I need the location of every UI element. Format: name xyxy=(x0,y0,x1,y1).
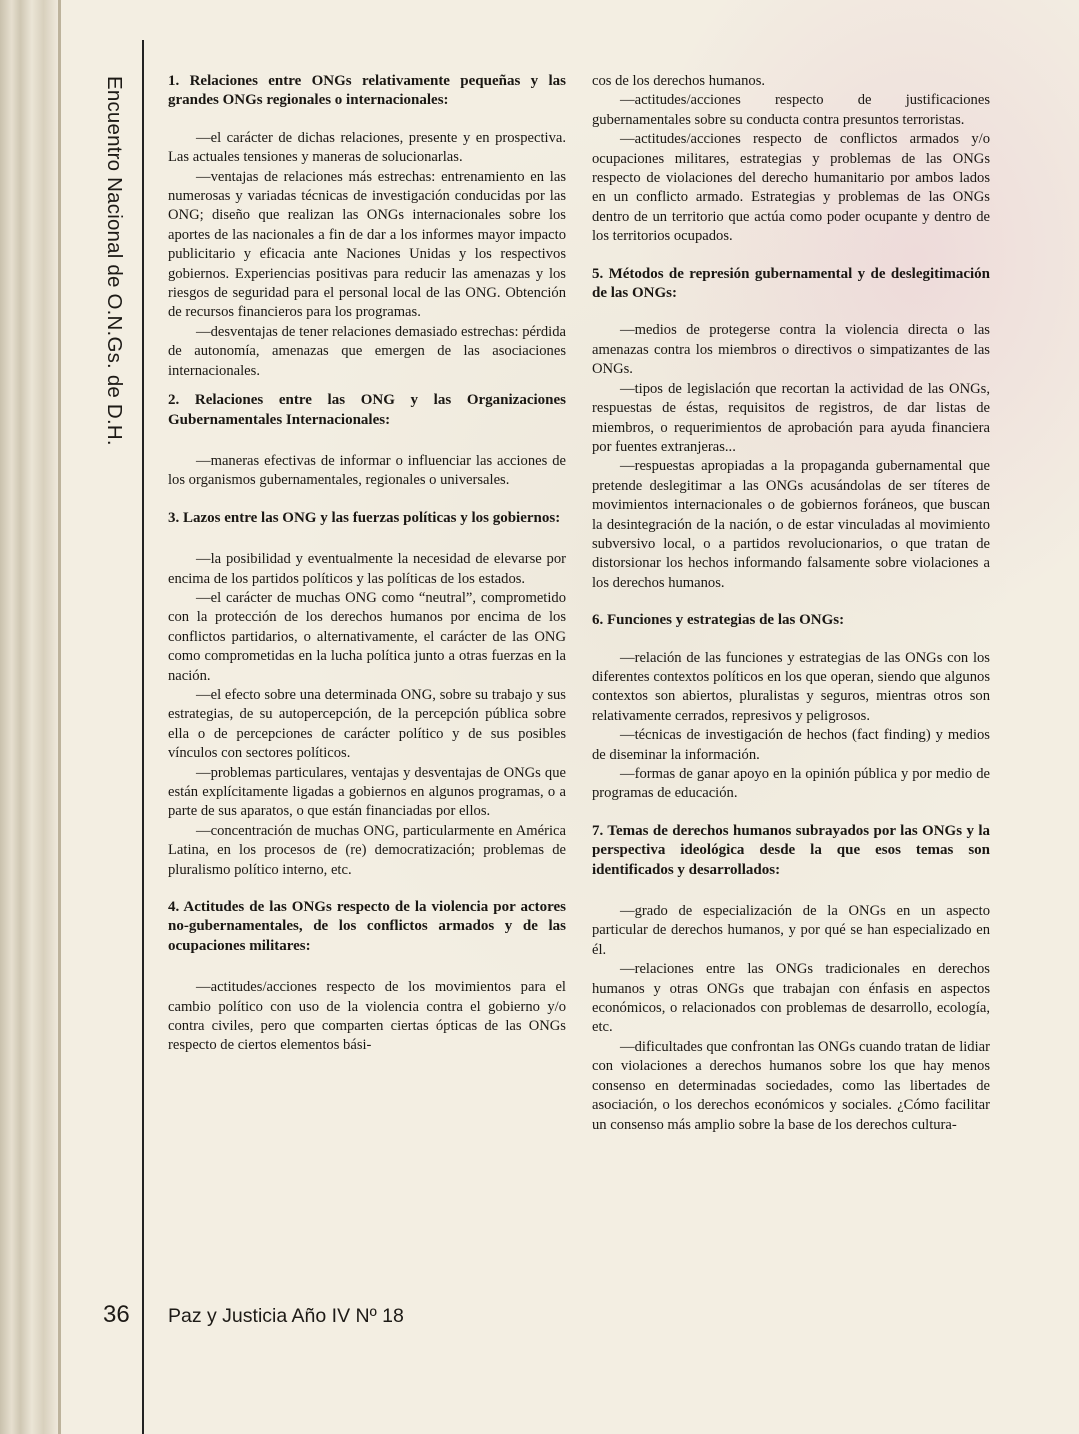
page-binding xyxy=(0,0,58,1434)
bullet-paragraph: —problemas particulares, ventajas y desventajas de ONGs que están explícitamente ligadas a gobiernos en algunos programas, o a parte de sus aparatos, o que están financiadas por ellos. xyxy=(168,764,566,820)
bullet-paragraph: —maneras efectivas de informar o influenciar las acciones de los organismos gubernamentales, regionales o universales. xyxy=(168,452,566,489)
spacer xyxy=(168,111,566,129)
spacer xyxy=(168,956,566,978)
right-text-column xyxy=(592,72,990,1135)
section-heading: 3. Lazos entre las ONG y las fuerzas políticas y los gobiernos: xyxy=(168,509,561,526)
bullet-paragraph: —relación de las funciones y estrategias de las ONGs con los diferentes contextos políticos en los que operan, siendo que algunos contextos son abiertos, pluralistas y seguros, mientras otros son relativamente cerrados, represivos y peligrosos. xyxy=(592,649,990,724)
left-text-column xyxy=(168,72,566,1056)
section-heading: 2. Relaciones entre las ONG y las Organizaciones Gubernamentales Internacionales: xyxy=(168,392,566,428)
running-head-vertical: Encuentro Nacional de O.N.Gs. de D.H. xyxy=(103,76,126,446)
bullet-paragraph: —grado de especialización de la ONGs en un aspecto particular de derechos humanos, y por qué se han especializado en él. xyxy=(592,903,990,958)
spacer xyxy=(592,880,990,902)
bullet-paragraph: —actitudes/acciones respecto de conflictos armados y/o ocupaciones militares, estrategias y problemas de las ONGs respecto de violaciones del derecho humanitario por ambos lados en un conflicto armado. Estrategias y problemas de las ONGs dentro de un territorio que actúa como poder ocupante y dentro de los territorios ocupados. xyxy=(592,131,990,245)
section-heading: 5. Métodos de represión gubernamental y de deslegitimación de las ONGs: xyxy=(592,265,990,302)
bullet-paragraph: —concentración de muchas ONG, particularmente en América Latina, en los procesos de (re) democratización; problemas de pluralismo político interno, etc. xyxy=(168,822,566,878)
spacer xyxy=(168,430,566,452)
bullet-paragraph: —ventajas de relaciones más estrechas: entrenamiento en las numerosas y variadas técnicas de investigación conducidas por las ONG; diseño que realizan las ONGs internacionales sobre los aportes de las nacionales a fin de dar a los informes mayor impacto publicitario y eficacia ante Naciones Unidas y los respectivos gobiernos. Experiencias positivas para reducir las amenazas y los riesgos de seguridad para el personal local de las ONG. Obtención de recursos financieros para los programas. xyxy=(168,168,566,321)
spacer xyxy=(168,381,566,391)
bullet-paragraph: —técnicas de investigación de hechos (fact finding) y medios de diseminar la información. xyxy=(592,727,990,763)
spacer xyxy=(592,303,990,321)
bullet-paragraph: —el efecto sobre una determinada ONG, sobre su trabajo y sus estrategias, de su autopercepción, de la percepción pública sobre ella o de percepciones de carácter político y de sus posibles vínculos con sectores políticos. xyxy=(168,686,566,762)
publication-name: Paz y Justicia Año IV Nº 18 xyxy=(168,1305,404,1327)
section-heading: 7. Temas de derechos humanos subrayados por las ONGs y la perspectiva ideológica desde la que esos temas son identificados y desarrollados: xyxy=(592,822,990,878)
bullet-paragraph: —actitudes/acciones respecto de justificaciones gubernamentales sobre su conducta contra presuntos terroristas. xyxy=(592,92,990,128)
bullet-paragraph: —formas de ganar apoyo en la opinión pública y por medio de programas de educación. xyxy=(592,766,990,802)
spacer xyxy=(592,593,990,611)
bullet-paragraph: —el carácter de muchas ONG como “neutral”, comprometido con la protección de los derechos humanos por encima de los conflictos partidarios, o alternativamente, el carácter de las ONG como comprometidas en la lucha política junto a otras fuerzas en la nación. xyxy=(168,589,566,684)
spacer xyxy=(168,491,566,509)
bullet-paragraph: —dificultades que confrontan las ONGs cuando tratan de lidiar con violaciones a derechos humanos sobre los que hay menos consenso en determinadas sociedades, como las libertades de asociación, o los derechos económicos y sociales. ¿Cómo facilitar un consenso más amplio sobre la base de los derechos cultura- xyxy=(592,1038,990,1133)
vertical-rule xyxy=(142,40,144,1434)
spacer xyxy=(592,804,990,822)
section-heading: 1. Relaciones entre ONGs relativamente pequeñas y las grandes ONGs regionales o internacionales: xyxy=(168,73,566,109)
bullet-paragraph: —tipos de legislación que recortan la actividad de las ONGs, respuestas de éstas, requisitos de registros, de dar listas de miembros, o requerimientos de aprobación para ayuda financiera por fuentes extranjeras... xyxy=(592,380,990,455)
bullet-paragraph: —respuestas apropiadas a la propaganda gubernamental que pretende deslegitimar a las ONGs acusándolas de ser títeres de movimientos internacionales o de gobiernos foráneos, que buscan la desintegración de la nación, o de estar vinculadas al movimiento subversivo local, o a partidos revolucionarios, o que tratan de distorsionar los hechos informando falsamente sobre violaciones a los derechos humanos. xyxy=(592,458,990,591)
bullet-paragraph: —desventajas de tener relaciones demasiado estrechas: pérdida de autonomía, amenazas que emergen de las asociaciones internacionales. xyxy=(168,323,566,379)
bullet-paragraph: —la posibilidad y eventualmente la necesidad de elevarse por encima de los partidos políticos y las políticas de los estados. xyxy=(168,551,566,587)
bullet-paragraph: —relaciones entre las ONGs tradicionales en derechos humanos y otras ONGs que trabajan con énfasis en aspectos económicos, o relacionados con problemas de desarrollo, ecología, etc. xyxy=(592,961,990,1036)
continued-paragraph: cos de los derechos humanos. xyxy=(592,73,766,89)
page-number: 36 xyxy=(103,1301,130,1328)
spacer xyxy=(592,247,990,265)
bullet-paragraph: —actitudes/acciones respecto de los movimientos para el cambio político con uso de la violencia contra el gobierno y/o contra civiles, pero que comparten ciertas ópticas de las ONGs respecto de ciertos elementos bási- xyxy=(168,979,566,1054)
spacer xyxy=(168,528,566,550)
section-heading: 4. Actitudes de las ONGs respecto de la violencia por actores no-gubernamentales, de los conflictos armados y de las ocupaciones militares: xyxy=(168,899,566,954)
spacer xyxy=(592,631,990,649)
bullet-paragraph: —el carácter de dichas relaciones, presente y en prospectiva. Las actuales tensiones y maneras de solucionarlas. xyxy=(168,129,566,166)
spacer xyxy=(168,880,566,898)
bullet-paragraph: —medios de protegerse contra la violencia directa o las amenazas contra los miembros o directivos o simpatizantes de las ONGs. xyxy=(592,322,990,378)
section-heading: 6. Funciones y estrategias de las ONGs: xyxy=(592,612,845,629)
binding-edge xyxy=(58,0,61,1434)
